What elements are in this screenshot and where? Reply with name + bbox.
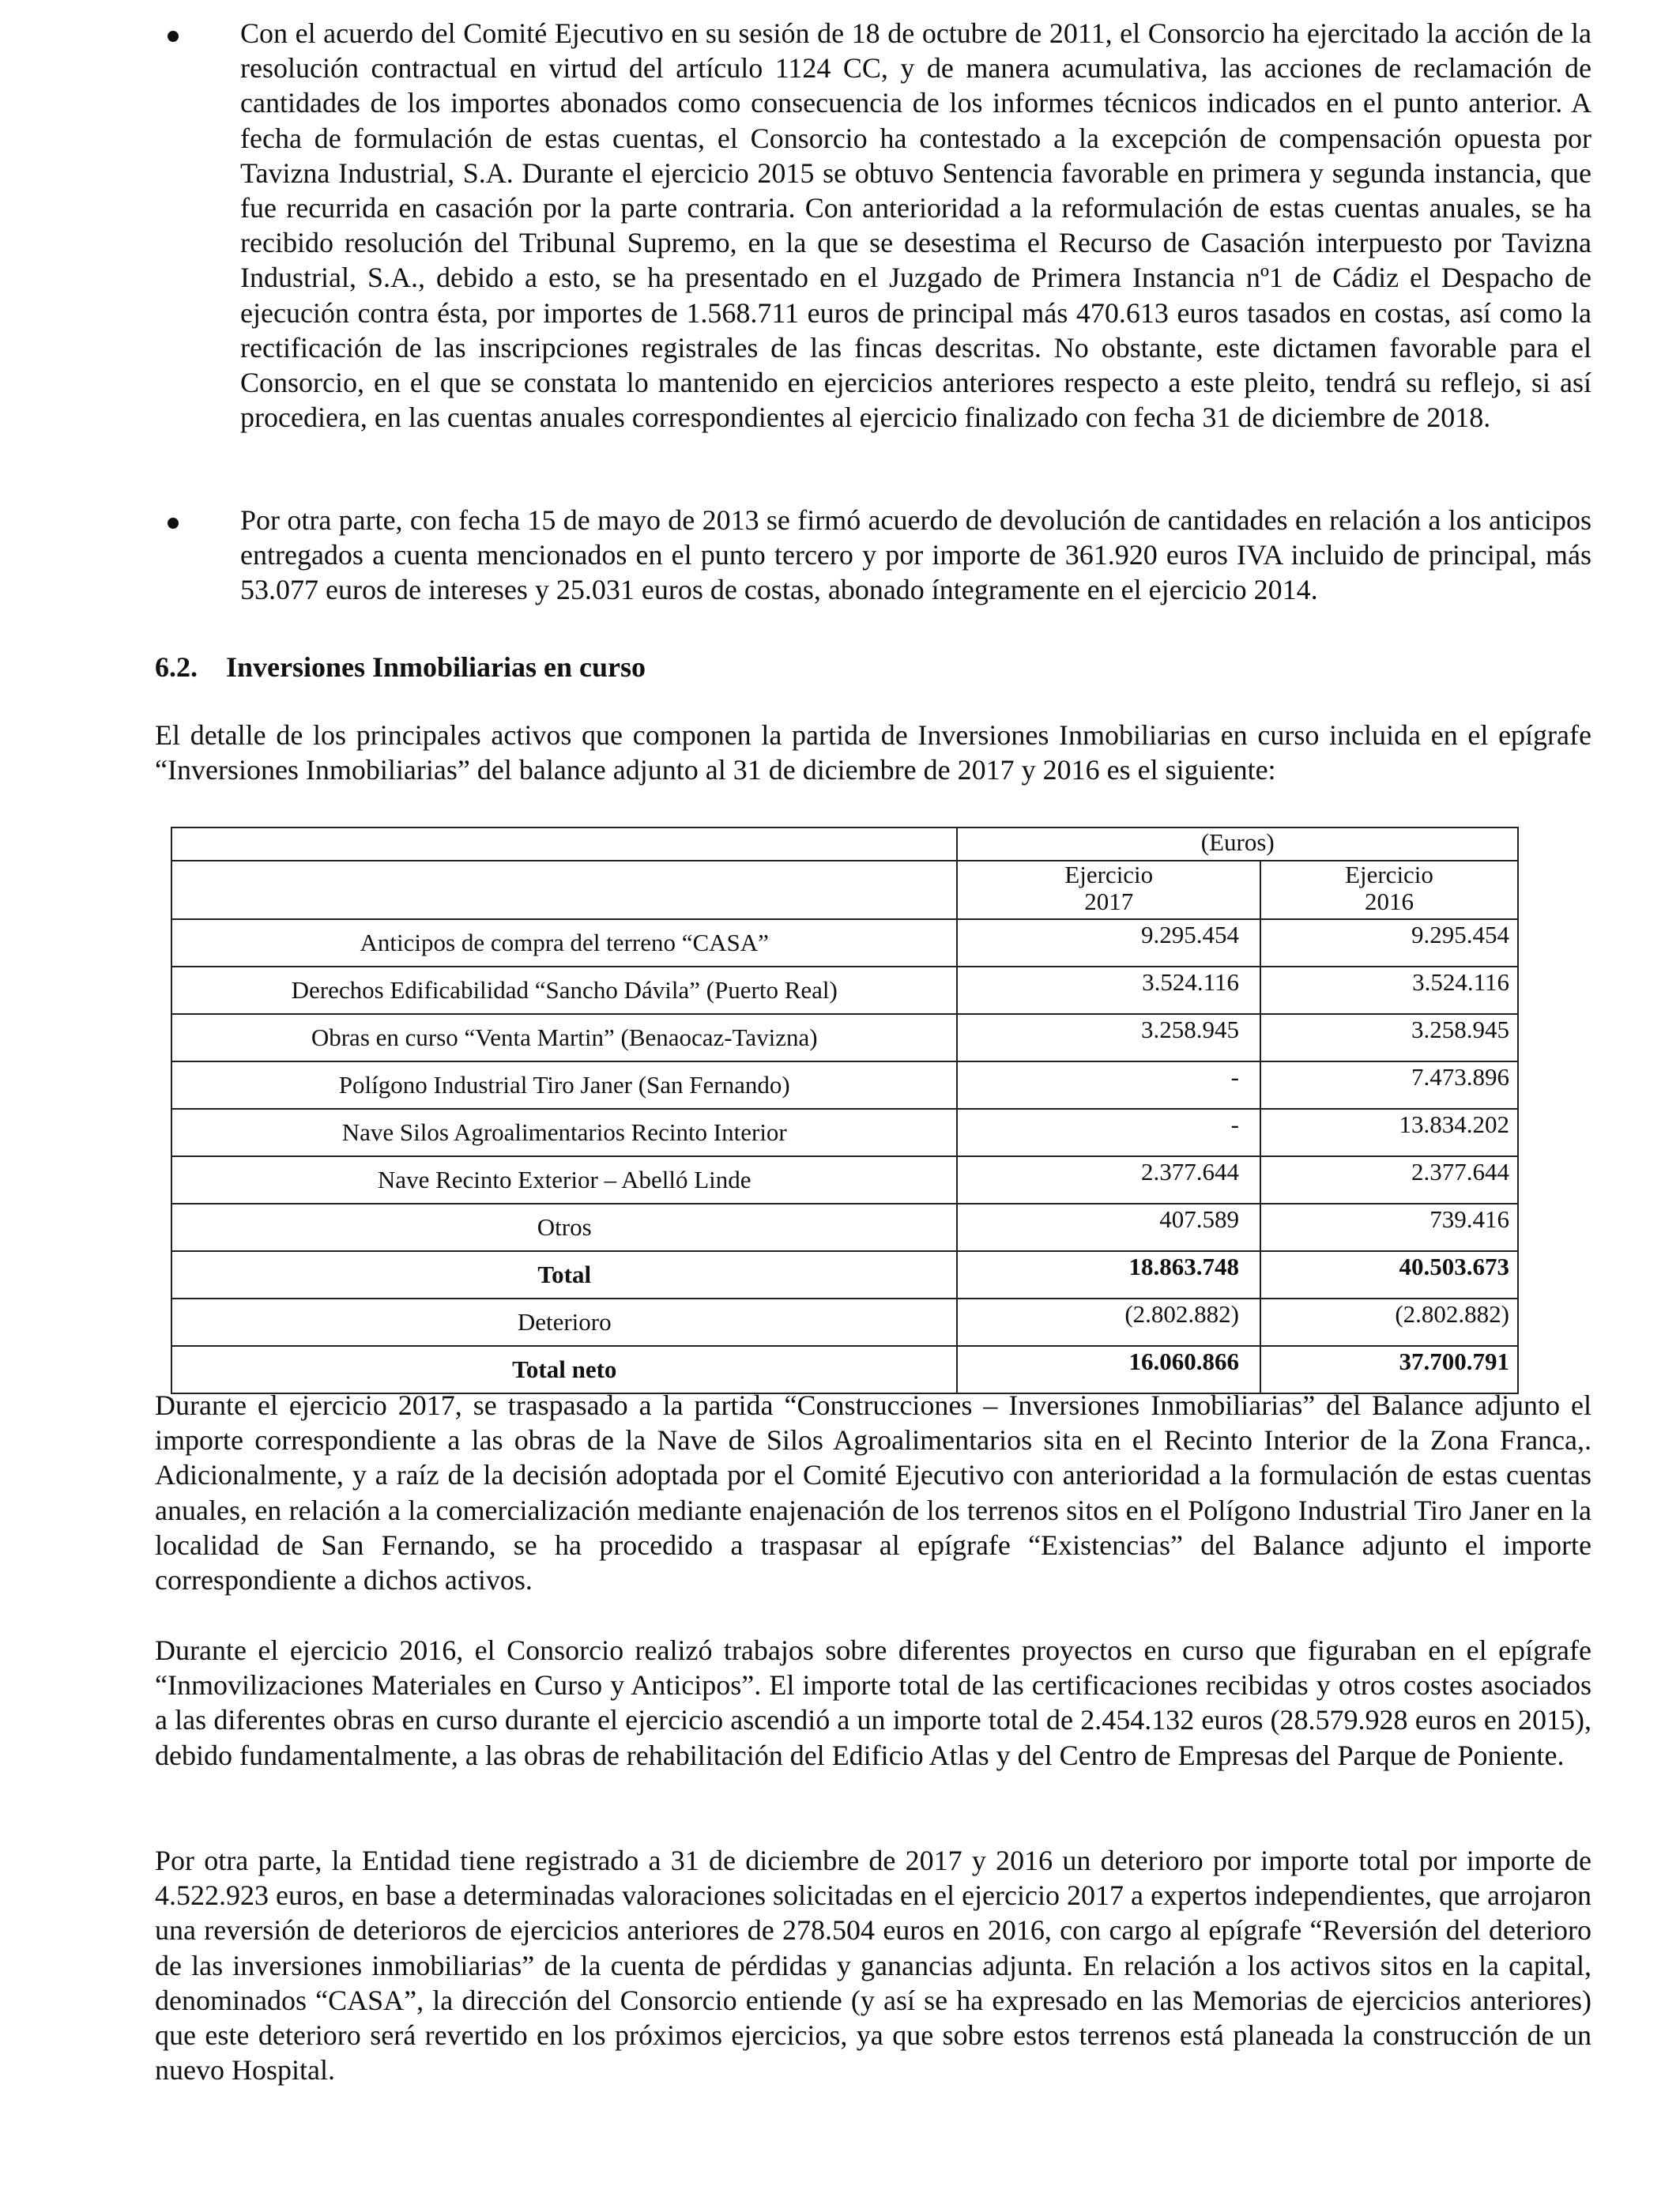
table-row (171, 1346, 1518, 1393)
value-2017-cell: 2.377.644 (957, 1156, 1260, 1204)
value-2016-cell: 7.473.896 (1260, 1061, 1518, 1109)
value-2017-cell: 16.060.866 (957, 1346, 1260, 1393)
table-unit-label: (Euros) (957, 827, 1518, 861)
body-paragraph: Durante el ejercicio 2017, se traspasado a la partida “Construcciones – Inversiones Inmobiliarias” del Balance adjunto el importe correspondiente a las obras de la Nave de Silos Agroalimentarios sita en el Recinto Interior de la Zona Franca,. Adicionalmente, y a raíz de la decisión adoptada por el Comité Ejecutivo con anterioridad a la formulación de estas cuentas anuales, en relación a la comercialización mediante enajenación de los terrenos sitos en el Polígono Industrial Tiro Janer en la localidad de San Fernando, se ha procedido a traspasar al epígrafe “Existencias” del Balance adjunto el importe correspondiente a dichos activos. (155, 1389, 1591, 1596)
body-paragraph: Durante el ejercicio 2016, el Consorcio realizó trabajos sobre diferentes proyectos en curso que figuraban en el epígrafe “Inmovilizaciones Materiales en Curso y Anticipos”. El importe total de las certificaciones recibidas y otros costes asociados a las diferentes obras en curso durante el ejercicio ascendió a un importe total de 2.454.132 euros (28.579.928 euros en 2015), debido fundamentalmente, a las obras de rehabilitación del Edificio Atlas y del Centro de Empresas del Parque de Poniente. (155, 1634, 1591, 1771)
column-header-2016 (1260, 861, 1518, 919)
value-2016-cell: 739.416 (1260, 1204, 1518, 1251)
table-header-row (171, 861, 1518, 919)
table-row (171, 967, 1518, 1014)
row-label-cell: Polígono Industrial Tiro Janer (San Fernando) (171, 1061, 957, 1109)
table-unit-row (171, 827, 1518, 861)
table-header-blank (171, 827, 957, 861)
row-label-cell: Otros (171, 1204, 957, 1251)
table-row (171, 1061, 1518, 1109)
value-2016-cell: 9.295.454 (1260, 919, 1518, 967)
section-heading (155, 650, 646, 684)
table-body (171, 919, 1518, 1393)
table-header-blank (171, 861, 957, 919)
column-header-line: 2017 (1084, 888, 1134, 915)
column-header-line: 2016 (1365, 888, 1414, 915)
table-row (171, 1109, 1518, 1156)
value-2017-cell: (2.802.882) (957, 1299, 1260, 1346)
value-2016-cell: 37.700.791 (1399, 1348, 1509, 1375)
value-2016-cell: (2.802.882) (1260, 1299, 1518, 1346)
bullet-text: Por otra parte, con fecha 15 de mayo de 2013 se firmó acuerdo de devolución de cantidades en relación a los anticipos entregados a cuenta mencionados en el punto tercero y por importe de 361.920 euros IVA incluido de principal, más 53.077 euros de intereses y 25.031 euros de costas, abonado íntegramente en el ejercicio 2014. (240, 504, 1591, 606)
value-2017-cell: - (957, 1061, 1260, 1109)
row-label-cell: Nave Recinto Exterior – Abelló Linde (171, 1156, 957, 1204)
value-2016-cell: 3.258.945 (1260, 1014, 1518, 1061)
value-2016-cell: 2.377.644 (1260, 1156, 1518, 1204)
value-2017-cell: 9.295.454 (957, 919, 1260, 967)
row-label-cell: Total (171, 1251, 957, 1299)
row-label-cell: Anticipos de compra del terreno “CASA” (171, 919, 957, 967)
section-title: Inversiones Inmobiliarias en curso (226, 651, 646, 683)
value-2016-cell: 40.503.673 (1260, 1251, 1518, 1299)
row-label-cell: Total neto (171, 1346, 957, 1393)
value-2017-cell: 3.258.945 (957, 1014, 1260, 1061)
table-row (171, 1299, 1518, 1346)
value-2017-cell: 407.589 (957, 1204, 1260, 1251)
intro-paragraph: El detalle de los principales activos que componen la partida de Inversiones Inmobiliarias en curso incluida en el epígrafe “Inversiones Inmobiliarias” del balance adjunto al 31 de diciembre de 2017 y 2016 es el siguiente: (155, 719, 1591, 786)
value-2017-cell: 18.863.748 (957, 1251, 1260, 1299)
value-2017-cell: - (957, 1109, 1260, 1156)
row-label-cell: Derechos Edificabilidad “Sancho Dávila” (Puerto Real) (171, 967, 957, 1014)
investments-table (171, 827, 1519, 1394)
table-row (171, 1014, 1518, 1061)
body-paragraph: Por otra parte, la Entidad tiene registrado a 31 de diciembre de 2017 y 2016 un deterioro por importe total por importe de 4.522.923 euros, en base a determinadas valoraciones solicitadas en el ejercicio 2017 a expertos independientes, que arrojaron una reversión de deterioros de ejercicios anteriores de 278.504 euros en 2016, con cargo al epígrafe “Reversión del deterioro de las inversiones inmobiliarias” de la cuenta de pérdidas y ganancias adjunta. En relación a los activos sitos en la capital, denominados “CASA”, la dirección del Consorcio entiende (y así se ha expresado en las Memorias de ejercicios anteriores) que este deterioro será revertido en los próximos ejercicios, ya que sobre estos terrenos está planeada la construcción de un nuevo Hospital. (155, 1845, 1591, 2087)
column-header-line: Ejercicio (1064, 861, 1154, 888)
bullet-icon (168, 518, 179, 529)
table-row (171, 1251, 1518, 1299)
section-number: 6.2. (155, 651, 198, 683)
value-2017-cell: 3.524.116 (957, 967, 1260, 1014)
column-header-2017 (957, 861, 1260, 919)
column-header-line: Ejercicio (1345, 861, 1433, 888)
table-row (171, 1156, 1518, 1204)
bullet-text: Con el acuerdo del Comité Ejecutivo en su sesión de 18 de octubre de 2011, el Consorcio ha ejercitado la acción de la resolución contractual en virtud del artículo 1124 CC, y de manera acumulativa, las acciones de reclamación de cantidades de los importes abonados como consecuencia de los informes técnicos indicados en el punto anterior. A fecha de formulación de estas cuentas, el Consorcio ha contestado a la excepción de compensación opuesta por Tavizna Industrial, S.A. Durante el ejercicio 2015 se obtuvo Sentencia favorable en primera y segunda instancia, que fue recurrida en casación por la parte contraria. Con anterioridad a la reformulación de estas cuentas anuales, se ha recibido resolución del Tribunal Supremo, en la que se desestima el Recurso de Casación interpuesto por Tavizna Industrial, S.A., debido a esto, se ha presentado en el Juzgado de Primera Instancia nº1 de Cádiz el Despacho de ejecución contra ésta, por importes de 1.568.711 euros de principal más 470.613 euros tasados en costas, así como la rectificación de las inscripciones registrales de las fincas descritas. No obstante, este dictamen favorable para el Consorcio, en el que se constata lo mantenido en ejercicios anteriores respecto a este pleito, tendrá su reflejo, si así procediera, en las cuentas anuales correspondientes al ejercicio finalizado con fecha 31 de diciembre de 2018. (240, 17, 1591, 434)
value-2016-cell: 13.834.202 (1260, 1109, 1518, 1156)
table-row (171, 919, 1518, 967)
bullet-icon (168, 31, 179, 42)
value-2016-cell: 3.524.116 (1260, 967, 1518, 1014)
row-label-cell: Deterioro (171, 1299, 957, 1346)
row-label-cell: Nave Silos Agroalimentarios Recinto Interior (171, 1109, 957, 1156)
table-row (171, 1204, 1518, 1251)
row-label-cell: Obras en curso “Venta Martin” (Benaocaz-Tavizna) (171, 1014, 957, 1061)
